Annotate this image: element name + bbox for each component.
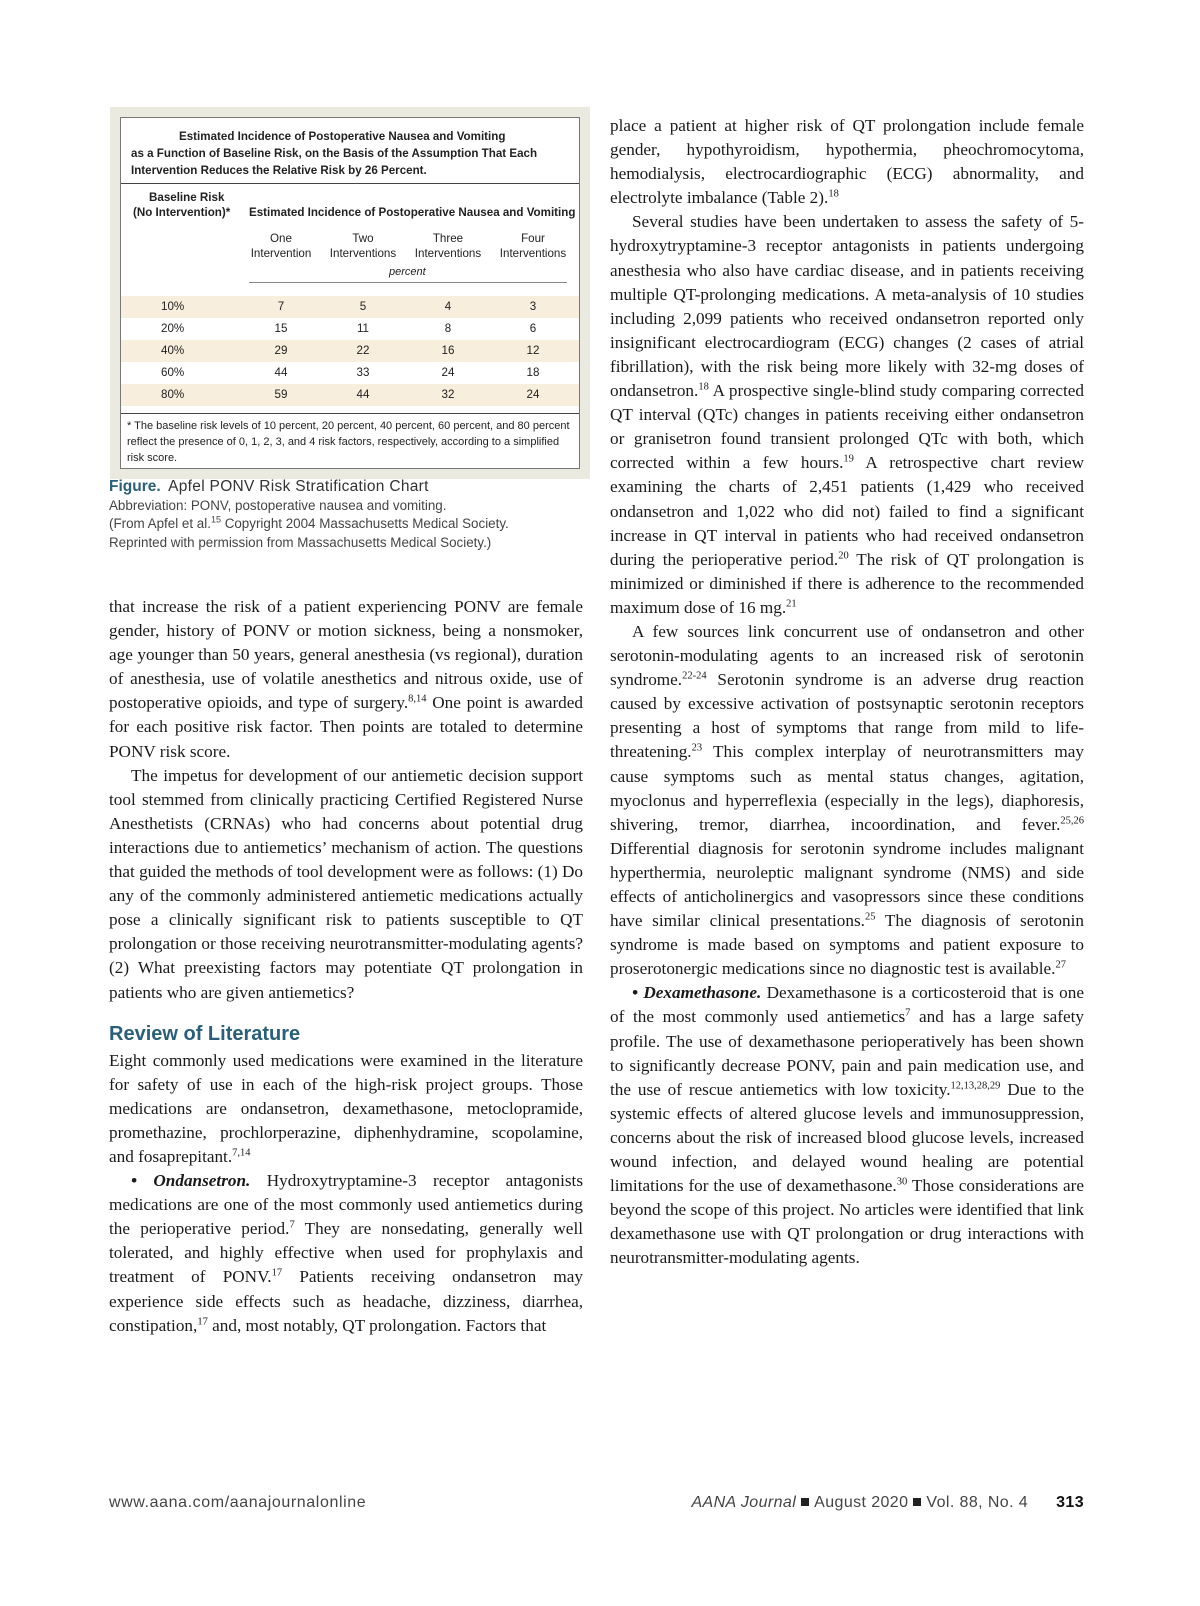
table-row: 40% 29 22 16 12 bbox=[121, 340, 579, 362]
paragraph: A few sources link concurrent use of ondansetron and other serotonin-modulating agents to an increased risk of serotonin syndrome.$^{22-24}$ Serotonin syndrome is an adverse drug reaction caused by excessive activation of postsynaptic serotonin receptors presenting a host of symptoms that range from mild to life-threatening.$^{23}$ This complex interplay of neurotransmitters may cause symptoms such as mental status changes, agitation, myoclonus and hyperreflexia (especially in the legs), diaphoresis, shivering, tremor, diarrhea, incoordination, and fever.$^{25,26}$ Differential diagnosis for serotonin syndrome includes malignant hyperthermia, neuroleptic malignant syndrome (NMS) and side effects of anticholinergics and vasopressors since these conditions have similar clinical presentations.$^{25}$ The diagnosis of serotonin syndrome is made based on symptoms and patient exposure to proserotonergic medications since no diagnostic test is available.$^{27}$ bbox=[610, 621, 1084, 979]
column-header: Three Interventions bbox=[414, 232, 482, 260]
ponv-risk-table bbox=[120, 117, 580, 469]
estimated-incidence-header: Estimated Incidence of Postoperative Nausea and Vomiting bbox=[249, 206, 576, 219]
paragraph: Several studies have been undertaken to assess the safety of 5-hydroxytryptamine-3 receptor antagonists in patients undergoing anesthesia who also have cardiac disease, and in patients receiving multiple QT-prolonging medications. A meta-analysis of 10 studies including 2,099 patients who received ondansetron reported only insignificant electrocardiogram (ECG) changes (2 cases of atrial fibrillation), with the risk being more likely with 32-mg doses of ondansetron.$^{18}$ A prospective single-blind study comparing corrected QT interval (QTc) changes in patients receiving either ondansetron or granisetron found transient prolonged QTc with both, which corrected within a few hours.$^{19}$ A retrospective chart review examining the charts of 2,451 patients (1,429 who received ondansetron and 1,022 who did not) failed to find a significant increase in QT interval in patients who had received ondansetron during the perioperative period.$^{20}$ The risk of QT prolongation is minimized or diminished if there is adherence to the recommended maximum dose of 16 mg.$^{21}$ bbox=[610, 212, 1084, 617]
separator-square-icon bbox=[801, 1498, 809, 1506]
separator-square-icon bbox=[913, 1498, 921, 1506]
figure-caption bbox=[109, 478, 599, 552]
unit-label: percent bbox=[389, 266, 426, 278]
figure-title: Estimated Incidence of Postoperative Nausea and Vomiting as a Function of Baseline Risk, on the Basis of the Assumption That Each Intervention Reduces the Relative Risk by 26 Percent. bbox=[131, 130, 538, 177]
footer-citation: AANA Journal August 2020 Vol. 88, No. 4 313 bbox=[691, 1494, 1084, 1511]
paragraph: Eight commonly used medications were examined in the literature for safety of use in each of the high-risk project groups. Those medications are ondansetron, dexamethasone, metoclopramide, promethazine, prochlorperazine, diphenhydramine, scopolamine, and fosaprepitant.$^{7,14}$ bbox=[109, 1050, 583, 1166]
paragraph: • Ondansetron. Hydroxytryptamine-3 receptor antagonists medications are one of the most commonly used antiemetics during the perioperative period.$^7$ They are nonsedating, generally well tolerated, and highly effective when used for prophylaxis and treatment of PONV.$^{17}$ Patients receiving ondansetron may experience side effects such as headache, dizziness, diarrhea, constipation,$^{17}$ and, most notably, QT prolongation. Factors that bbox=[109, 1171, 584, 1335]
table-row: 10% 7 5 4 3 bbox=[121, 296, 579, 318]
table-top-rule bbox=[121, 183, 579, 184]
table-footnote: * The baseline risk levels of 10 percent, 20 percent, 40 percent, 60 percent, and 80 percent reflect the presence of 0, 1, 2, 3, and 4 risk factors, respectively, according to a simplified risk score. bbox=[127, 420, 570, 464]
page-number: 313 bbox=[1056, 1494, 1084, 1511]
table-bottom-rule bbox=[121, 413, 579, 414]
caption-permission: Reprinted with permission from Massachusetts Medical Society.) bbox=[109, 534, 492, 550]
paragraph: place a patient at higher risk of QT prolongation include female gender, hypothyroidism, hypothermia, pheochromocytoma, hemodialysis, electrocardiographic (ECG) abnormality, and electrolyte imbalance (Table 2).$^{18}$ bbox=[610, 116, 1084, 208]
header-rule bbox=[249, 282, 567, 283]
figure-panel bbox=[110, 107, 590, 479]
paragraph: • Dexamethasone. Dexamethasone is a corticosteroid that is one of the most commonly used antiemetics$^7$ and has a large safety profile. The use of dexamethasone perioperatively has been shown to significantly decrease PONV, pain and pain medication use, and the use of rescue antiemetics with low toxicity.$^{12,13,28,29}$ Due to the systemic effects of altered glucose levels and immunosuppression, concerns about the risk of increased blood glucose levels, increased wound infection, and delayed wound healing are potential limitations for the use of dexamethasone.$^{30}$ Those considerations are beyond the scope of this project. No articles were identified that link dexamethasone use with QT prolongation or drug interactions with neurotransmitter-modulating agents. bbox=[610, 983, 1084, 1268]
paragraph: The impetus for development of our antiemetic decision support tool stemmed from clinically practicing Certified Registered Nurse Anesthetists (CRNAs) who had concerns about potential drug interactions due to antiemetics’ mechanism of action. The questions that guided the methods of tool development were as follows: (1) Do any of the commonly administered antiemetic medications actually pose a clinically significant risk to patients susceptible to QT prolongation or those receiving neurotransmitter-modulating agents? (2) What preexisting factors may potentiate QT prolongation in patients who are given antiemetics? bbox=[109, 765, 583, 1002]
table-row: 20% 15 11 8 6 bbox=[161, 322, 537, 335]
column-header: Two Interventions bbox=[329, 232, 397, 260]
caption-abbreviation: Abbreviation: PONV, postoperative nausea and vomiting. bbox=[109, 497, 447, 513]
column-header: Four Interventions bbox=[499, 232, 567, 260]
caption-label: Figure. bbox=[109, 478, 161, 495]
table-row: 60% 44 33 24 18 bbox=[161, 366, 540, 379]
caption-source: (From Apfel et al.$^{15}$ Copyright 2004 Massachusetts Medical Society. bbox=[109, 514, 509, 531]
caption-title: Apfel PONV Risk Stratification Chart bbox=[168, 478, 429, 495]
footer-url[interactable]: www.aana.com/aanajournalonline bbox=[109, 1494, 367, 1511]
left-column bbox=[109, 595, 583, 1338]
section-heading: Review of Literature bbox=[109, 1022, 301, 1045]
paragraph: that increase the risk of a patient experiencing PONV are female gender, history of PONV or motion sickness, being a nonsmoker, age younger than 50 years, general anesthesia (vs regional), duration of anesthesia, use of volatile anesthetics and nitrous oxide, use of postoperative opioids, and type of surgery.$^{8,14}$ One point is awarded for each positive risk factor. Then points are totaled to determine PONV risk score. bbox=[109, 597, 583, 761]
right-column bbox=[610, 114, 1084, 1271]
baseline-risk-header: Baseline Risk (No Intervention)* bbox=[133, 191, 231, 219]
table-row: 80% 59 44 32 24 bbox=[121, 384, 579, 406]
column-header: One Intervention bbox=[250, 232, 312, 260]
